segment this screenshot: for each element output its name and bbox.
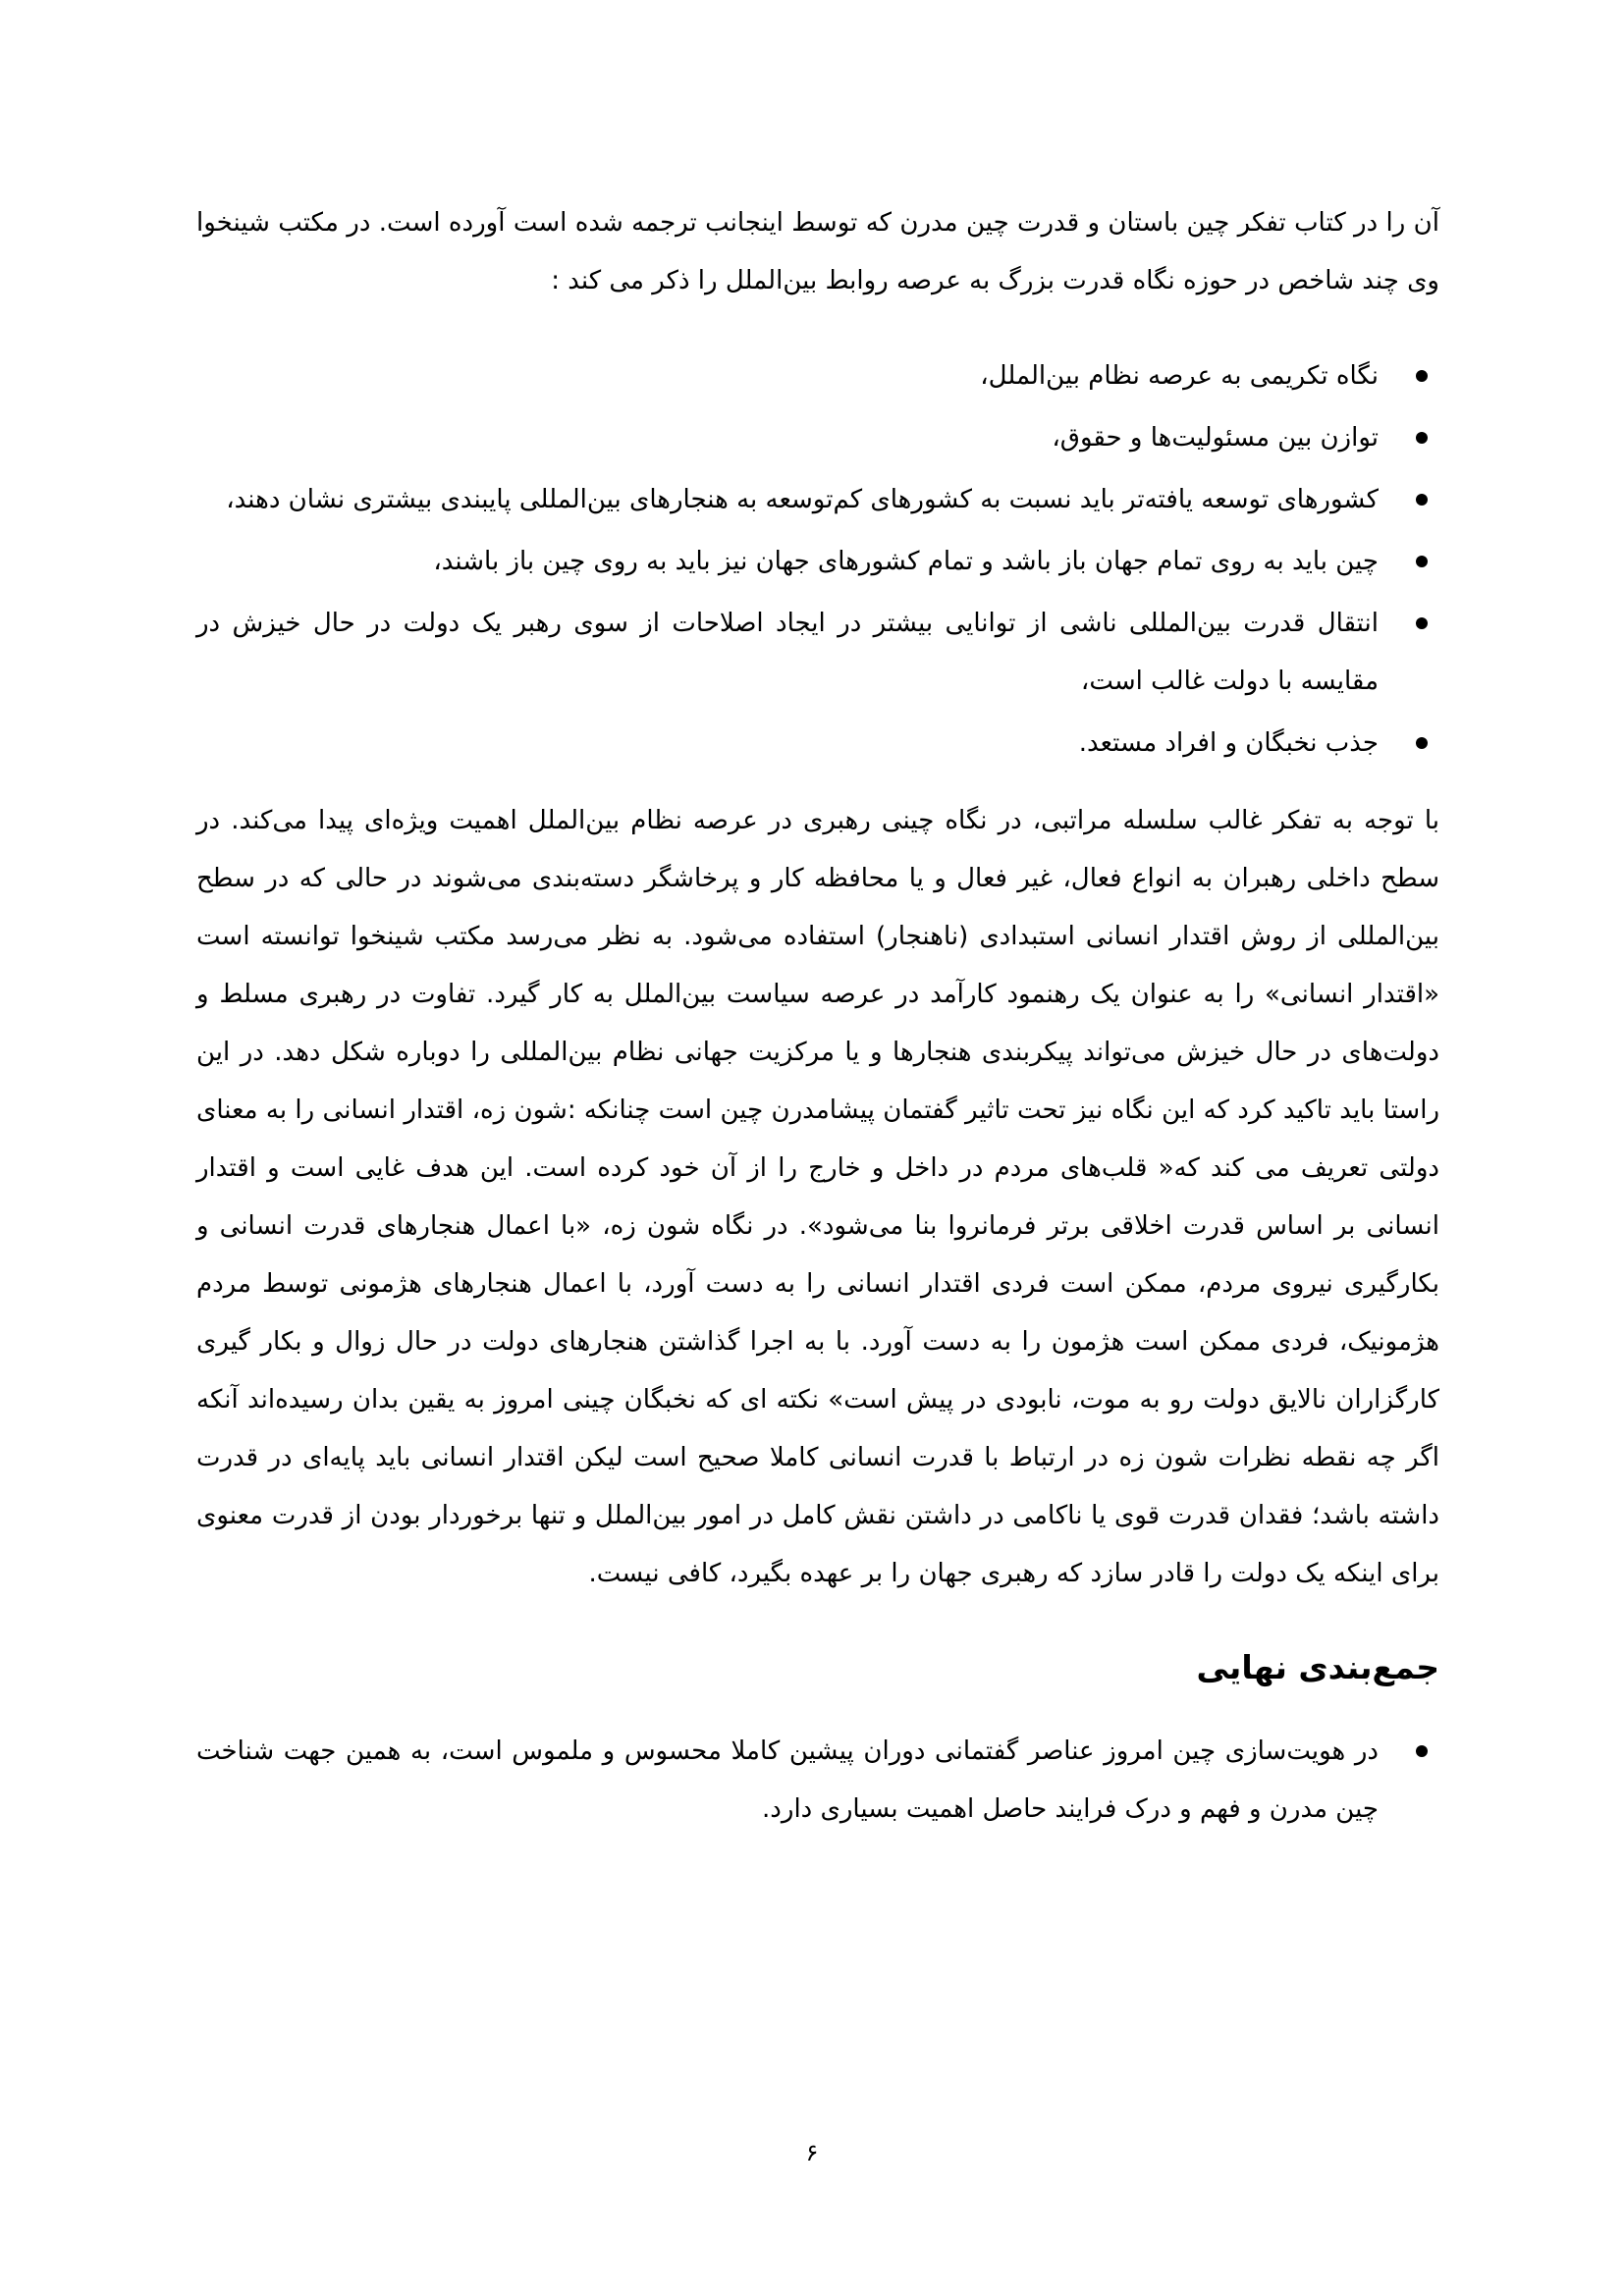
bullet-icon: [1416, 556, 1428, 567]
intro-paragraph: آن را در کتاب تفکر چین باستان و قدرت چین مدرن که توسط اینجانب ترجمه شده است آورده است. در مکتب شینخوا وی چند شاخص در حوزه نگاه قدرت بزرگ به عرصه روابط بین‌الملل را ذکر می کند :: [196, 208, 1439, 295]
indicator-list: [196, 347, 1439, 773]
conclusion-list: [196, 1723, 1439, 1839]
list-item-text: نگاه تکریمی به عرصه نظام بین‌الملل،: [980, 361, 1379, 391]
list-item: [196, 533, 1439, 591]
bullet-icon: [1416, 432, 1428, 444]
list-item-text: کشورهای توسعه یافته‌تر باید نسبت به کشورهای کم‌توسعه به هنجارهای بین‌المللی پایبندی بیشتری نشان دهند،: [226, 485, 1379, 514]
list-item: [196, 409, 1439, 467]
list-item: [196, 1723, 1439, 1839]
bullet-icon: [1416, 737, 1428, 749]
bullet-icon: [1416, 1745, 1428, 1757]
list-item: [196, 595, 1439, 711]
list-item-text: جذب نخبگان و افراد مستعد.: [1078, 728, 1379, 758]
bullet-icon: [1416, 617, 1428, 629]
body-paragraph: با توجه به تفکر غالب سلسله مراتبی، در نگاه چینی رهبری در عرصه نظام بین‌الملل اهمیت ویژه‌ای پیدا می‌کند. در سطح داخلی رهبران به انواع فعال، غیر فعال و یا محافظه کار و پرخاشگر دسته‌بندی می‌شوند در حالی که در سطح بین‌المللی از روش اقتدار انسانی استبدادی (ناهنجار) استفاده می‌شود. به نظر می‌رسد مکتب شینخوا توانسته است «اقتدار انسانی» را به عنوان یک رهنمود کارآمد در عرصه سیاست بین‌الملل به کار گیرد. تفاوت در رهبری مسلط و دولت‌های در حال خیزش می‌تواند پیکربندی هنجارها و یا مرکزیت جهانی نظام بین‌المللی را دوباره شکل دهد. در این راستا باید تاکید کرد که این نگاه نیز تحت تاثیر گفتمان پیشامدرن چین است چنانکه :شون زه، اقتدار انسانی را به معنای دولتی تعریف می کند که« قلب‌های مردم در داخل و خارج را از آن خود کرده است. این هدف غایی است و اقتدار انسانی بر اساس قدرت اخلاقی برتر فرمانروا بنا می‌شود». در نگاه شون زه، «با اعمال هنجارهای قدرت انسانی و بکارگیری نیروی مردم، ممکن است فردی اقتدار انسانی را به دست آورد، با اعمال هنجارهای هژمونی توسط مردم هژمونیک، فردی ممکن است هژمون را به دست آورد. با به اجرا گذاشتن هنجارهای دولت در حال زوال و بکار گیری کارگزاران نالایق دولت رو به موت، نابودی در پیش است» نکته ای که نخبگان چینی امروز به یقین بدان رسیده‌اند آنکه اگر چه نقطه نظرات شون زه در ارتباط با قدرت انسانی کاملا صحیح است لیکن اقتدار انسانی باید پایه‌ای در قدرت داشته باشد؛ فقدان قدرت قوی یا ناکامی در داشتن نقش کامل در امور بین‌الملل و تنها برخوردار بودن از قدرت معنوی برای اینکه یک دولت را قادر سازد که رهبری جهان را بر عهده بگیرد، کافی نیست.: [196, 806, 1439, 1588]
list-item-text: در هویت‌سازی چین امروز عناصر گفتمانی دوران پیشین کاملا محسوس و ملموس است، به همین جهت شناخت چین مدرن و فهم و درک فرایند حاصل اهمیت بسیاری دارد.: [196, 1736, 1379, 1824]
list-item-text: چین باید به روی تمام جهان باز باشد و تمام کشورهای جهان نیز باید به روی چین باز باشند،: [433, 547, 1379, 576]
bullet-icon: [1416, 370, 1428, 382]
page-number: ۶: [805, 2139, 819, 2166]
list-item: [196, 715, 1439, 773]
list-item: [196, 471, 1439, 529]
list-item-text: توازن بین مسئولیت‌ها و حقوق،: [1052, 423, 1379, 453]
section-heading: جمع‌بندی نهایی: [1196, 1648, 1439, 1686]
page-content: [196, 194, 1439, 1839]
list-item-text: انتقال قدرت بین‌المللی ناشی از توانایی بیشتر در ایجاد اصلاحات از سوی رهبر یک دولت در حال خیزش در مقایسه با دولت غالب است،: [196, 609, 1379, 696]
list-item: [196, 347, 1439, 405]
bullet-icon: [1416, 494, 1428, 506]
